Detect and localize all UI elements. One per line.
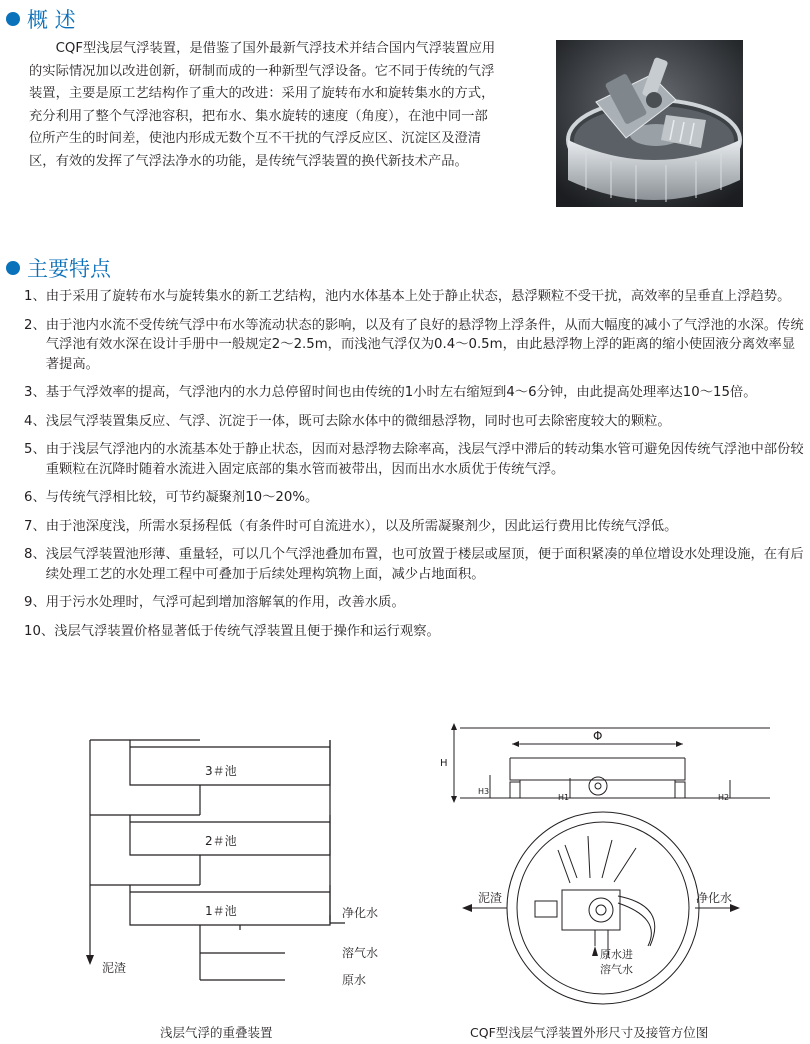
list-item: 1、 由于采用了旋转布水与旋转集水的新工艺结构，池内水体基本上处于静止状态，悬浮颗粒不受干扰，高效率的呈垂直上浮趋势。 xyxy=(24,289,791,304)
h1-label: H1 xyxy=(558,793,570,802)
raw-water-label: 原水 xyxy=(342,973,367,987)
dissolved-air-inlet-label: 溶气水 xyxy=(600,963,633,976)
clean-water-label: 净化水 xyxy=(342,906,379,920)
layout-diagram-caption: CQF型浅层气浮装置外形尺寸及接管方位图 xyxy=(470,1025,709,1040)
raw-water-inlet-label: 原水进 xyxy=(600,948,633,961)
clean-water-outlet-label: 净化水 xyxy=(696,891,733,905)
features-list xyxy=(24,287,806,650)
h3-label: H3 xyxy=(478,787,490,796)
stacked-diagram-caption: 浅层气浮的重叠装置 xyxy=(160,1025,273,1040)
pool-3-label: 3＃池 xyxy=(205,764,237,778)
list-item: 9、 用于污水处理时，气浮可起到增加溶解氧的作用，改善水质。 xyxy=(24,595,405,610)
dissolved-air-water-label: 溶气水 xyxy=(342,946,379,960)
list-item: 7、 由于池深度浅，所需水泵扬程低（有条件时可自流进水），以及所需凝聚剂少，因此运行费用比传统气浮低。 xyxy=(24,518,678,534)
features-title: 主要特点 xyxy=(27,257,111,281)
height-label: H xyxy=(440,758,448,769)
overview-heading xyxy=(6,4,76,34)
overview-paragraph: CQF型浅层气浮装置，是借鉴了国外最新气浮技术并结合国内气浮装置应用的实际情况加以改进创新，研制而成的一种新型气浮设备。它不同于传统的气浮装置，主要是原工艺结构作了重大的改进：采用了旋转布水和旋转集水的方式，充分利用了整个气浮池容积，把布水、集水旋转的速度（角度），在池中同一部位所产生的时间差，使池内形成无数个互不干扰的气浮反应区、沉淀区及澄清区，有效的发挥了气浮法净水的功能，是传统气浮装置的换代新技术产品。 xyxy=(29,41,496,169)
list-item: 10、 浅层气浮装置价格显著低于传统气浮装置且便于操作和运行观察。 xyxy=(24,623,440,639)
list-item: 6、 与传统气浮相比较，可节约凝聚剂10～20%。 xyxy=(24,490,319,505)
diameter-label: Φ xyxy=(593,729,603,743)
bullet-dot-icon xyxy=(6,261,20,275)
sludge-label: 泥渣 xyxy=(102,961,127,975)
bullet-dot-icon xyxy=(6,12,20,26)
device-photo xyxy=(556,40,743,207)
list-item: 4、 浅层气浮装置集反应、气浮、沉淀于一体，既可去除水体中的微细悬浮物，同时也可去除密度较大的颗粒。 xyxy=(24,413,671,429)
sludge-outlet-label: 泥渣 xyxy=(478,891,503,905)
features-heading xyxy=(6,253,111,283)
pool-2-label: 2＃池 xyxy=(205,834,237,848)
h2-label: H2 xyxy=(718,793,730,802)
list-item: 3、 基于气浮效率的提高，气浮池内的水力总停留时间也由传统的1小时左右缩短到4～6分钟，由此提高处理率达10～15倍。 xyxy=(24,385,757,400)
layout-diagram xyxy=(440,718,770,1018)
pool-1-label: 1＃池 xyxy=(205,904,237,918)
list-item: 2、 由于池内水流不受传统气浮中布水等流动状态的影响，以及有了良好的悬浮物上浮条件，从而大幅度的减小了气浮池的水深。传统气浮池有效水深在设计手册中一般规定2～2.5m，而浅池气浮仅为0.4～0.5m，由此悬浮物上浮的距离的缩小使固液分离效率显著提高。 xyxy=(24,317,804,372)
overview-title: 概 述 xyxy=(27,8,76,32)
list-item: 5、 由于浅层气浮池内的水流基本处于静止状态，因而对悬浮物去除率高，浅层气浮中滞后的转动集水管可避免因传统气浮池中部份较重颗粒在沉降时随着水流进入固定底部的集水管而被带出，因而出水水质优于传统气浮。 xyxy=(24,442,804,477)
stacked-pools-diagram xyxy=(80,725,410,1015)
list-item: 8、 浅层气浮装置池形薄、重量轻，可以几个气浮池叠加布置，也可放置于楼层或屋顶，便于面积紧凑的单位增设水处理设施，在有后续处理工艺的水处理工程中可叠加于后续处理构筑物上面，减少占地面积。 xyxy=(24,547,804,582)
